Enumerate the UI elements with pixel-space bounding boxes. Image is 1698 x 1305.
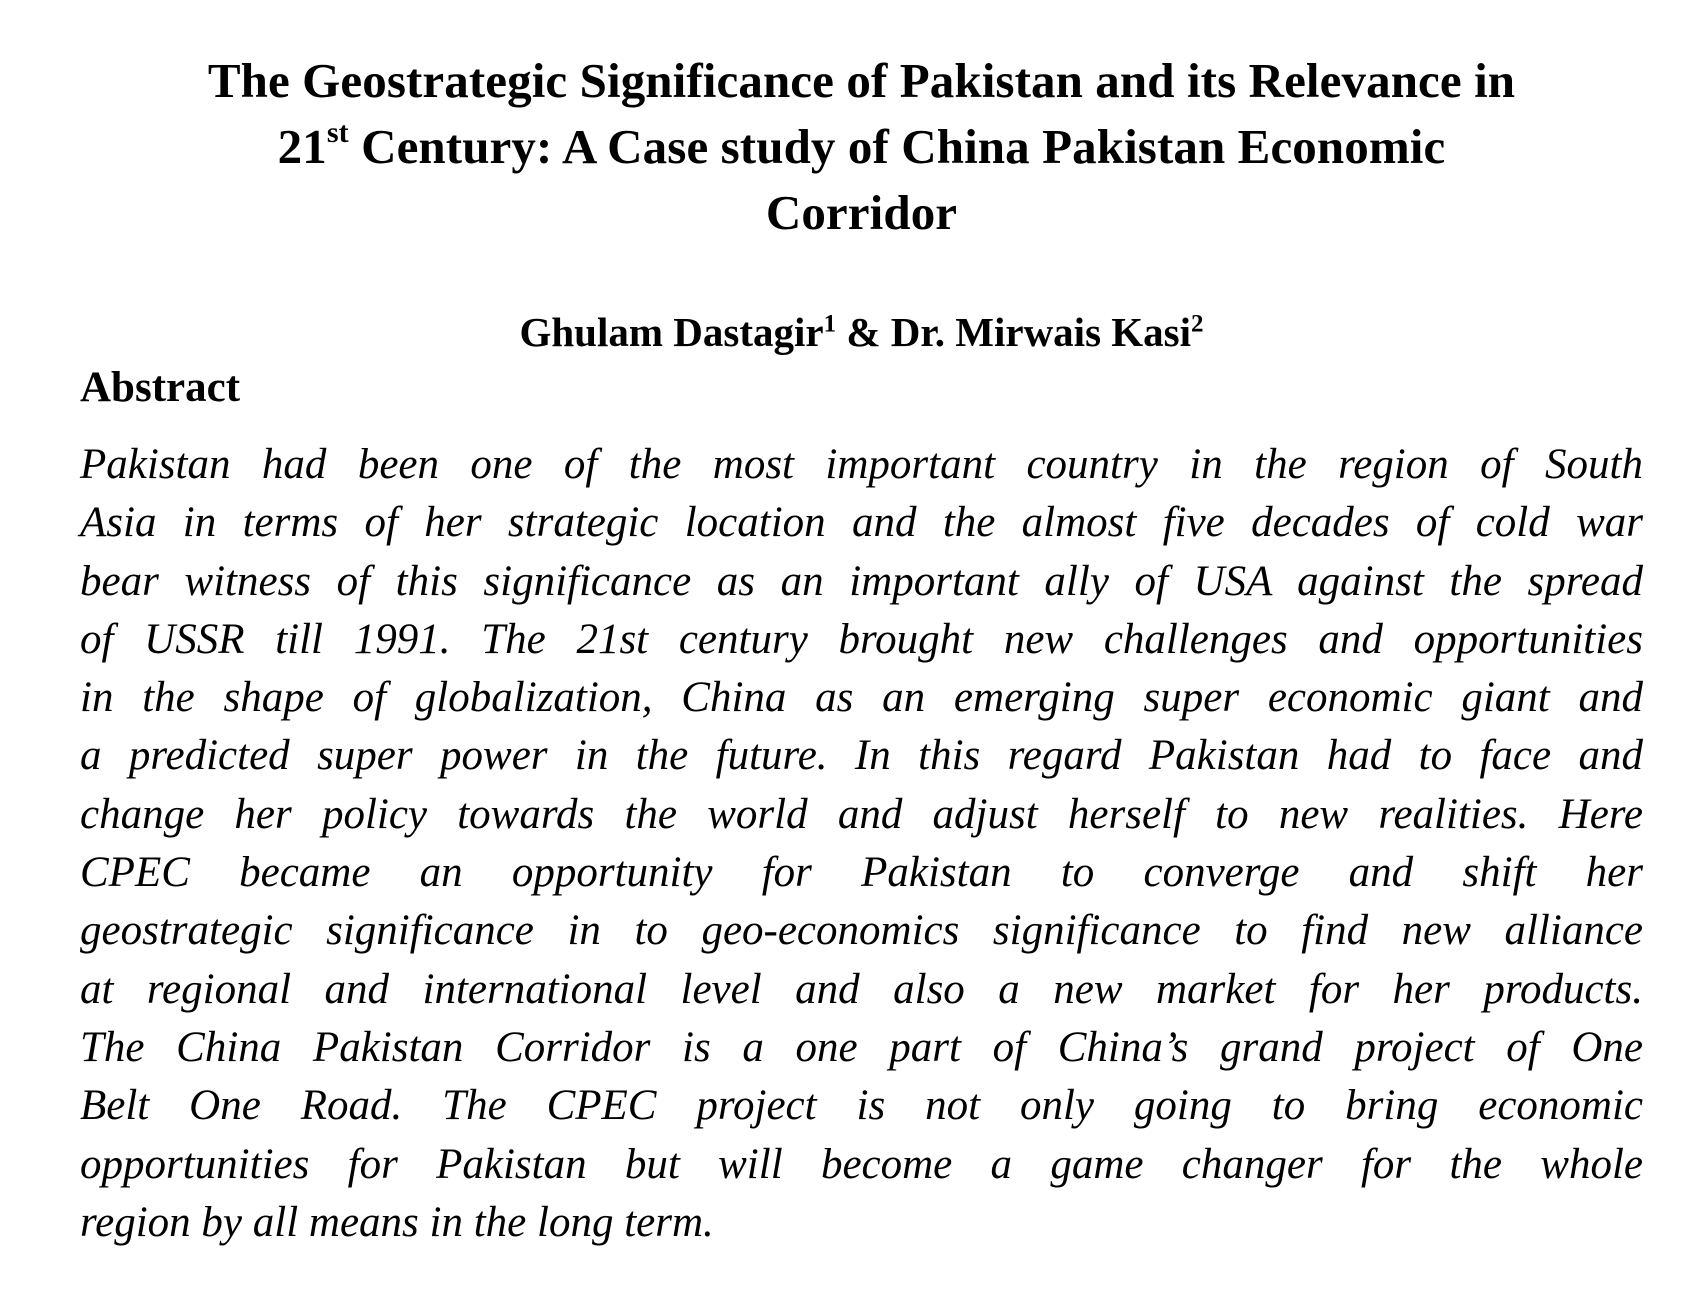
- abstract-line: Pakistan had been one of the most important country in the region of South: [80, 441, 1643, 488]
- abstract-line: at regional and international level and also a new market for her products.: [80, 965, 1643, 1013]
- author-2-name: Dr. Mirwais Kasi: [890, 309, 1192, 355]
- abstract-line: Asia in terms of her strategic location and the almost five decades of cold war: [80, 499, 1643, 547]
- abstract-line: opportunities for Pakistan but will become a game changer for the whole: [80, 1140, 1643, 1188]
- abstract-line: in the shape of globalization, China as an emerging super economic giant and: [80, 674, 1643, 722]
- abstract-line: change her policy towards the world and adjust herself to new realities. Here: [80, 790, 1643, 838]
- author-2-affiliation-mark: 2: [1191, 310, 1204, 338]
- abstract-line: geostrategic significance in to geo-economics significance to find new alliance: [80, 907, 1643, 955]
- author-1-name: Ghulam Dastagir: [519, 309, 824, 355]
- title-line-3: Corridor: [765, 185, 958, 240]
- abstract-line: Belt One Road. The CPEC project is not only going to bring economic: [80, 1082, 1643, 1130]
- abstract-body: [80, 436, 1643, 1252]
- abstract-line: bear witness of this significance as an important ally of USA against the spread: [80, 557, 1643, 605]
- title-line-2: [80, 114, 1643, 180]
- author-separator: &: [836, 309, 891, 355]
- author-1-affiliation-mark: 1: [823, 310, 837, 338]
- title-century-suffix: st: [326, 115, 349, 149]
- title-century-number: 21: [277, 119, 327, 174]
- title-line-1: The Geostrategic Significance of Pakistan and its Relevance in: [207, 53, 1516, 108]
- abstract-line-last: region by all means in the long term.: [80, 1198, 714, 1246]
- abstract-line: of USSR till 1991. The 21st century brought new challenges and opportunities: [80, 615, 1643, 663]
- abstract-heading: Abstract: [80, 364, 241, 411]
- abstract-line: a predicted super power in the future. In this regard Pakistan had to face and: [80, 732, 1643, 780]
- abstract-line: CPEC became an opportunity for Pakistan to converge and shift her: [80, 849, 1643, 897]
- title-line-2-rest: Century: A Case study of China Pakistan Economic: [348, 119, 1446, 174]
- abstract-line: The China Pakistan Corridor is a one part of China’s grand project of One: [80, 1023, 1643, 1071]
- paper-title: [80, 48, 1643, 246]
- author-list: [80, 307, 1643, 357]
